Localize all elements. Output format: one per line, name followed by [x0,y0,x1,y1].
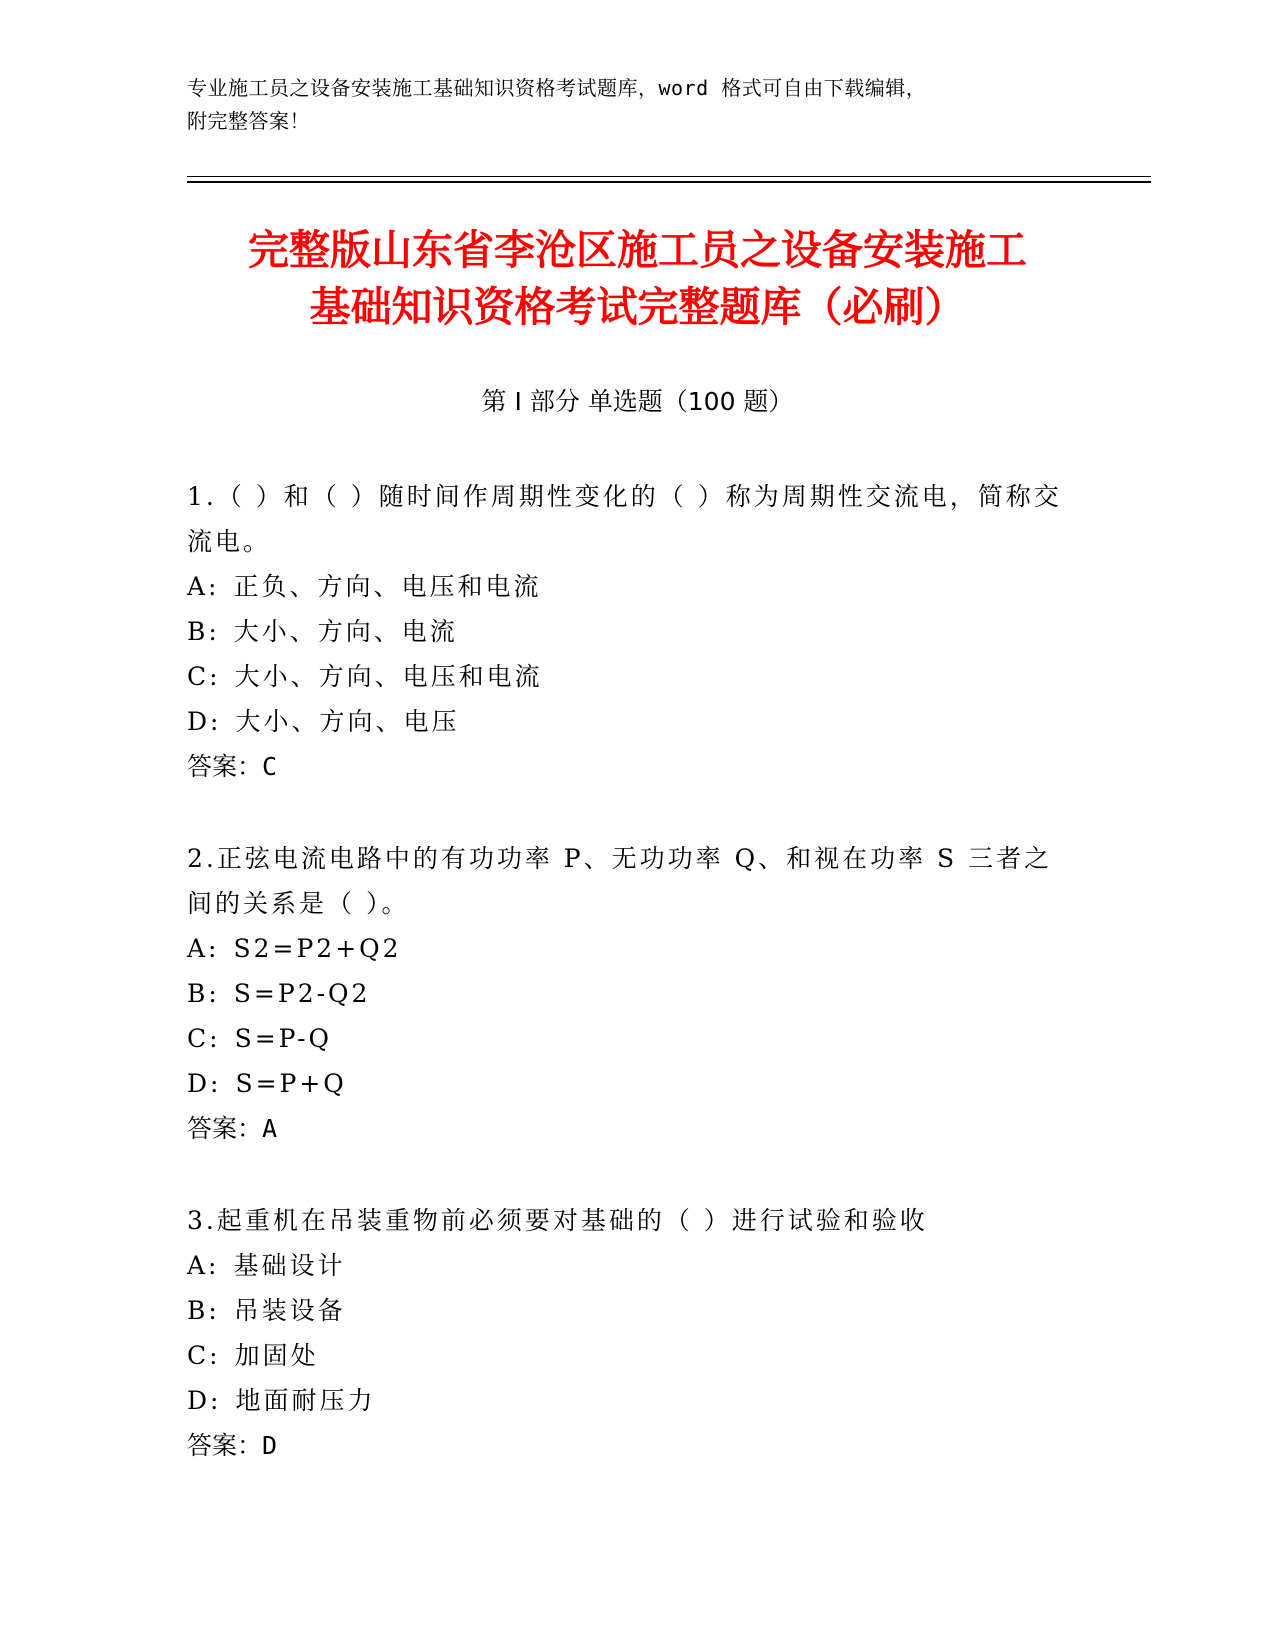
question-stem: 2.正弦电流电路中的有功功率 P、无功功率 Q、和视在功率 S 三者之间的关系是（ ）。 [187,844,1053,918]
question-option [187,699,1067,744]
option-key: A: [187,934,220,963]
header-note [187,72,1067,138]
option-key: C: [187,662,221,691]
option-key: C: [187,1341,221,1370]
option-text: 吊装设备 [233,1296,346,1325]
header-divider-thick [187,181,1151,183]
question-answer [187,1106,1067,1151]
document-title-line-2: 基础知识资格考试完整题库（必刷） [309,283,966,331]
option-key: D: [187,1069,222,1098]
question-option [187,609,1067,654]
option-key: A: [187,1251,220,1280]
question-option [187,654,1067,699]
option-text: S2=P2+Q2 [233,934,402,963]
question-item [187,836,1067,1151]
option-text: 加固处 [234,1341,319,1370]
question-item [187,474,1067,789]
option-key: B: [187,979,220,1008]
question-answer [187,744,1067,789]
option-text: 大小、方向、电压 [235,707,460,736]
answer-label: 答案： [187,1431,263,1460]
option-text: S=P2-Q2 [233,979,371,1008]
answer-value: A [262,1114,278,1143]
option-key: D: [187,1386,222,1415]
option-text: S=P-Q [234,1024,333,1053]
question-option [187,1288,1067,1333]
section-title: 第 I 部分 单选题（100 题） [481,387,794,416]
option-key: D: [187,707,222,736]
option-text: 正负、方向、电压和电流 [233,572,542,601]
option-text: S=P+Q [235,1069,347,1098]
option-key: B: [187,617,220,646]
header-divider-thin [187,176,1151,177]
option-key: B: [187,1296,220,1325]
question-option [187,1061,1067,1106]
question-option [187,1016,1067,1061]
answer-label: 答案： [187,1114,263,1143]
answer-value: C [262,752,278,781]
question-option [187,1333,1067,1378]
question-item [187,1198,1067,1468]
question-stem: 3.起重机在吊装重物前必须要对基础的（ ）进行试验和验收 [187,1206,928,1235]
question-option [187,971,1067,1016]
option-text: 大小、方向、电流 [233,617,458,646]
question-list [187,474,1067,1515]
header-note-line-2: 附完整答案！ [187,109,310,133]
option-text: 大小、方向、电压和电流 [234,662,543,691]
question-stem: 1.（ ）和（ ）随时间作周期性变化的（ ）称为周期性交流电，简称交流电。 [187,482,1062,556]
question-option [187,1243,1067,1288]
question-option [187,564,1067,609]
answer-value: D [262,1431,278,1460]
header-note-line-1: 专业施工员之设备安装施工基础知识资格考试题库，word 格式可自由下载编辑， [187,76,927,100]
answer-label: 答案： [187,752,263,781]
question-answer [187,1423,1067,1468]
option-key: C: [187,1024,221,1053]
question-option [187,926,1067,971]
question-option [187,1378,1067,1423]
option-text: 地面耐压力 [235,1386,376,1415]
document-title-line-1: 完整版山东省李沧区施工员之设备安装施工 [248,226,1027,274]
option-key: A: [187,572,220,601]
document-title [150,222,1125,336]
option-text: 基础设计 [233,1251,346,1280]
